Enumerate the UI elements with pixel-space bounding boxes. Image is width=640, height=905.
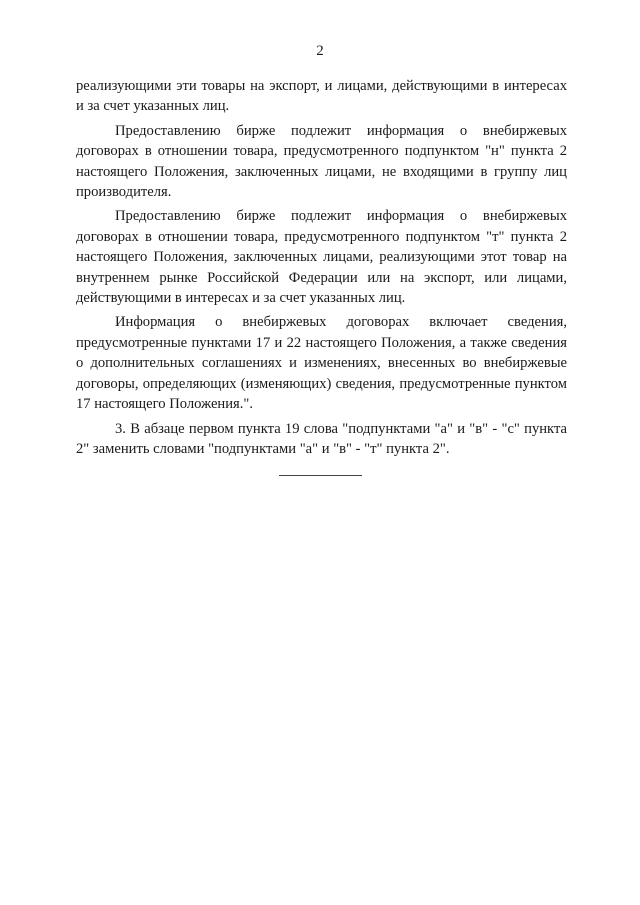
end-of-document-rule (279, 475, 362, 476)
document-body (76, 76, 567, 463)
paragraph-continuation: реализующими эти товары на экспорт, и лицами, действующими в интересах и за счет указанных лиц. (76, 78, 567, 115)
paragraph-item-t: Предоставлению бирже подлежит информация о внебиржевых договорах в отношении товара, предусмотренного подпунктом "т" пункта 2 настоящего Положения, заключенных лицами, реализующими этот товар на внутреннем рынке Российской Федерации или на экспорт, или лицами, действующими в интересах и за счет указанных лиц. (76, 208, 567, 307)
paragraph-item-n: Предоставлению бирже подлежит информация о внебиржевых договорах в отношении товара, предусмотренного подпунктом "н" пункта 2 настоящего Положения, заключенных лицами, не входящими в группу лиц производителя. (76, 122, 567, 201)
page-number: 2 (316, 43, 324, 59)
paragraph-amendment-3: 3. В абзаце первом пункта 19 слова "подпунктами "а" и "в" - "с" пункта 2" заменить словами "подпунктами "а" и "в" - "т" пункта 2". (76, 420, 567, 457)
paragraph-contract-info: Информация о внебиржевых договорах включает сведения, предусмотренные пунктами 17 и 22 настоящего Положения, а также сведения о дополнительных соглашениях и изменениях, внесенных во внебиржевые договоры, определяющих (изменяющих) сведения, предусмотренные пунктом 17 настоящего Положения.". (76, 314, 567, 413)
